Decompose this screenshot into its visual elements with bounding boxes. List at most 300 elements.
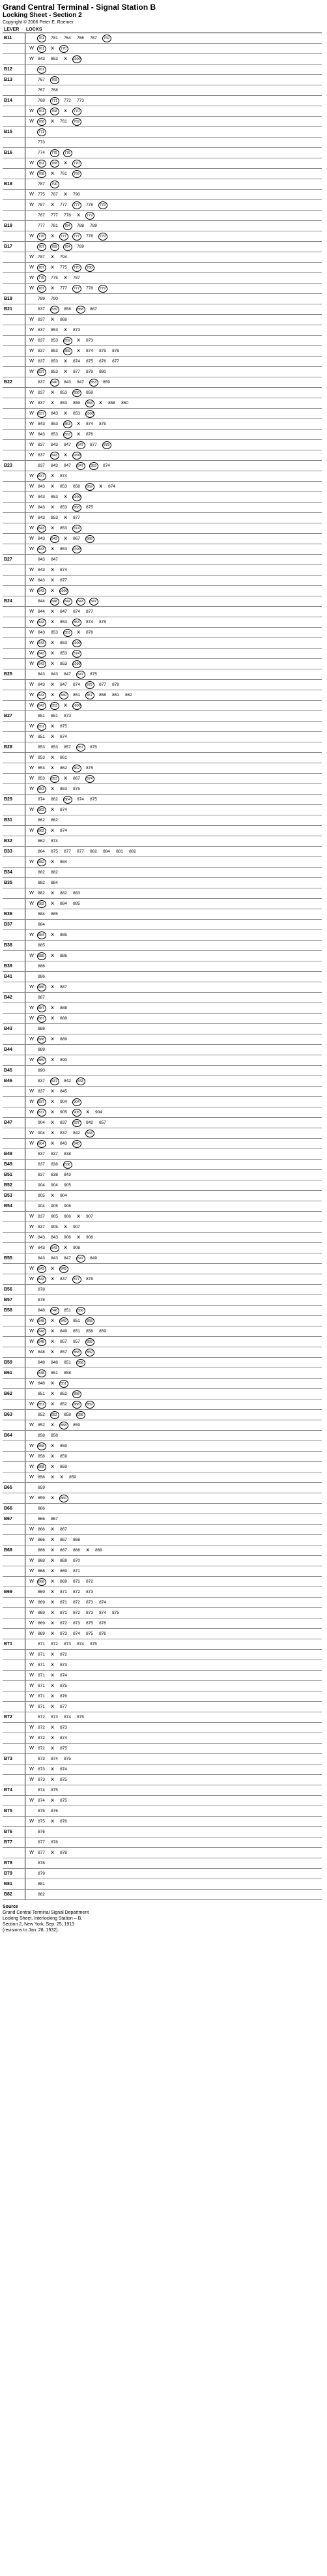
lever-cell: B44 (3, 1045, 25, 1055)
circled-lock-number: 838 (63, 1161, 72, 1169)
circled-lock-number: 843 (37, 1276, 46, 1283)
lock-number: 861 (60, 755, 67, 760)
lock-number: 851 (73, 692, 80, 697)
table-row (3, 1712, 322, 1723)
lever-cell (3, 1107, 25, 1118)
indicator-label: W (29, 1746, 34, 1751)
indicator-label: W (29, 1328, 34, 1334)
lock-number: 764 (64, 35, 71, 40)
table-row (3, 33, 322, 44)
cross-mark: X (51, 400, 54, 405)
lock-number: 872 (60, 1620, 67, 1626)
table-row (3, 1493, 322, 1504)
indicator-label: W (29, 1850, 34, 1855)
table-row (3, 1253, 322, 1264)
table-row (3, 909, 322, 920)
table-row (3, 1566, 322, 1577)
lock-number: 876 (86, 630, 93, 635)
table-row (3, 1358, 322, 1368)
table-row (3, 1087, 322, 1097)
locks-cell (25, 1295, 322, 1306)
cross-mark: X (51, 1579, 54, 1584)
circled-lock-number: 1000 (85, 410, 94, 418)
indicator-label: W (29, 1620, 34, 1626)
cross-mark: X (51, 890, 54, 896)
lever-cell: B51 (3, 1170, 25, 1180)
locks-cell (25, 711, 322, 722)
table-row (3, 1379, 322, 1389)
cross-mark: X (51, 1746, 54, 1751)
circled-lock-number: 858 (72, 389, 81, 397)
lever-cell (3, 1326, 25, 1337)
lever-cell (3, 565, 25, 576)
locks-cell (25, 690, 322, 701)
lock-number: 905 (51, 1214, 58, 1219)
cross-mark: X (77, 421, 80, 426)
circled-lock-number: 784 (63, 222, 72, 230)
lever-cell (3, 701, 25, 711)
circled-lock-number: 859 (85, 1349, 94, 1356)
cross-mark: X (51, 1328, 54, 1334)
circled-lock-number: 848 (37, 1328, 46, 1336)
table-row (3, 294, 322, 304)
table-row (3, 357, 322, 367)
table-row (3, 367, 322, 377)
cross-mark: X (51, 1850, 54, 1855)
indicator-label: W (29, 265, 34, 270)
cross-mark: X (99, 484, 102, 489)
lock-number: 837 (38, 1151, 45, 1156)
table-row (3, 1650, 322, 1660)
table-row (3, 1097, 322, 1107)
circled-lock-number: 777 (72, 201, 81, 209)
indicator-label: W (29, 1631, 34, 1636)
locks-cell (25, 106, 322, 117)
indicator-label: W (29, 1266, 34, 1271)
lever-cell (3, 1420, 25, 1431)
cross-mark: X (51, 202, 54, 207)
indicator-label: W (29, 755, 34, 760)
lever-cell: B68 (3, 1545, 25, 1556)
lock-number: 889 (38, 1047, 45, 1052)
lever-cell (3, 1535, 25, 1545)
circled-lock-number: 843 (37, 619, 46, 626)
lock-number: 876 (99, 1620, 106, 1626)
lock-number: 853 (38, 765, 45, 770)
lock-number: 876 (112, 348, 119, 353)
indicator-label: W (29, 828, 34, 833)
circled-lock-number: 777 (59, 233, 68, 241)
locks-cell (25, 85, 322, 96)
circled-lock-number: 853 (89, 462, 98, 470)
lever-cell: B35 (3, 878, 25, 888)
lock-number: 777 (60, 285, 67, 291)
lock-number: 843 (38, 671, 45, 677)
circled-lock-number: 843 (37, 650, 46, 658)
circled-lock-number: 848 (50, 598, 59, 606)
cross-mark: X (51, 1610, 54, 1615)
lock-number: 869 (60, 1568, 67, 1573)
circled-lock-number: 770 (72, 160, 81, 168)
table-row (3, 1410, 322, 1420)
table-row (3, 325, 322, 336)
indicator-label: W (29, 1130, 34, 1135)
lock-number: 851 (73, 1328, 80, 1334)
locks-cell (25, 1379, 322, 1389)
indicator-label: W (29, 703, 34, 708)
lock-number: 787 (73, 275, 80, 280)
cross-mark: X (51, 661, 54, 666)
source-line: (revisions to Jan. 28, 1932). (3, 1928, 59, 1933)
lock-number: 884 (103, 849, 110, 854)
cross-mark: X (77, 212, 80, 218)
cross-mark: X (51, 1600, 54, 1605)
circled-lock-number: 770 (72, 108, 81, 115)
lock-number: 871 (60, 1610, 67, 1615)
lever-cell (3, 1817, 25, 1827)
lock-number: 878 (38, 1297, 45, 1302)
circled-lock-number: 851 (37, 723, 46, 731)
lock-number: 875 (86, 1631, 93, 1636)
lock-number: 849 (60, 1328, 67, 1334)
table-row (3, 586, 322, 596)
table-row (3, 200, 322, 211)
locks-cell (25, 346, 322, 357)
lock-number: 860 (121, 400, 128, 405)
lock-number: 888 (60, 1005, 67, 1010)
lock-number: 876 (38, 1829, 45, 1834)
lock-number: 767 (38, 87, 45, 93)
circled-lock-number: 885 (37, 952, 46, 960)
lock-number: 885 (38, 943, 45, 948)
lock-number: 843 (38, 505, 45, 510)
lock-number: 873 (51, 1714, 58, 1720)
locks-cell (25, 1410, 322, 1420)
table-row (3, 1149, 322, 1160)
lock-number: 877 (86, 609, 93, 614)
locks-cell (25, 1097, 322, 1107)
circled-lock-number: 780 (85, 264, 94, 272)
table-row (3, 1201, 322, 1212)
lock-number: 888 (60, 1016, 67, 1021)
lever-cell: B57 (3, 1295, 25, 1306)
table-row (3, 680, 322, 690)
lock-number: 843 (51, 442, 58, 447)
cross-mark: X (77, 1235, 80, 1240)
lock-number: 873 (60, 1631, 67, 1636)
circled-lock-number: 887 (37, 1004, 46, 1012)
lever-cell (3, 1003, 25, 1014)
circled-lock-number: 877 (72, 1276, 81, 1283)
locks-cell (25, 878, 322, 888)
lock-number: 787 (51, 192, 58, 197)
indicator-label: W (29, 46, 34, 51)
lock-number: 843 (38, 494, 45, 499)
cross-mark: X (51, 505, 54, 510)
indicator-label: W (29, 1683, 34, 1688)
lock-number: 853 (51, 359, 58, 364)
circled-lock-number: 775 (50, 149, 59, 157)
table-row (3, 1222, 322, 1233)
locks-cell (25, 1733, 322, 1744)
table-row (3, 774, 322, 784)
lever-cell: B74 (3, 1785, 25, 1796)
locks-cell (25, 1160, 322, 1170)
lock-number: 878 (86, 1276, 93, 1281)
indicator-label: W (29, 108, 34, 113)
lever-cell: B11 (3, 33, 25, 44)
locks-cell (25, 638, 322, 649)
circled-lock-number: 777 (72, 285, 81, 293)
lock-number: 907 (86, 1214, 93, 1219)
indicator-label: W (29, 932, 34, 937)
lock-number: 837 (38, 338, 45, 343)
table-row (3, 805, 322, 815)
lock-number: 873 (38, 1777, 45, 1782)
lock-number: 877 (73, 515, 80, 520)
lock-number: 837 (38, 348, 45, 353)
lock-number: 852 (38, 1422, 45, 1427)
lock-number: 843 (38, 630, 45, 635)
lever-cell: B27 (3, 555, 25, 565)
cross-mark: X (51, 1005, 54, 1010)
lock-number: 869 (38, 1631, 45, 1636)
table-row (3, 1806, 322, 1817)
table-row (3, 1848, 322, 1858)
lever-cell (3, 117, 25, 127)
table-row (3, 190, 322, 200)
lever-cell (3, 1087, 25, 1097)
indicator-label: W (29, 1401, 34, 1407)
table-row (3, 628, 322, 638)
lever-cell (3, 388, 25, 398)
lock-number: 853 (51, 327, 58, 332)
lever-cell (3, 1128, 25, 1139)
lock-number: 871 (60, 1589, 67, 1594)
cross-mark: X (64, 327, 67, 332)
cross-mark: X (64, 703, 67, 708)
lever-cell (3, 273, 25, 284)
lever-cell (3, 1212, 25, 1222)
lock-number: 876 (60, 1819, 67, 1824)
lock-number: 837 (38, 379, 45, 385)
lock-number: 874 (64, 1714, 71, 1720)
lock-number: 862 (51, 797, 58, 802)
lever-cell (3, 544, 25, 555)
circled-lock-number: 857 (85, 692, 94, 699)
cross-mark: X (51, 609, 54, 614)
cross-mark: X (64, 776, 67, 781)
circled-lock-number: 851 (59, 1380, 68, 1388)
circled-lock-number: 858 (59, 1422, 68, 1429)
locks-cell (25, 221, 322, 231)
lock-number: 843 (38, 536, 45, 541)
circled-lock-number: 775 (37, 233, 46, 241)
lock-number: 874 (51, 1756, 58, 1761)
lever-cell (3, 1598, 25, 1608)
circled-lock-number: 874 (85, 775, 94, 783)
circled-lock-number: 862 (37, 806, 46, 814)
lock-number: 851 (64, 1360, 71, 1365)
cross-mark: X (51, 1349, 54, 1354)
cross-mark: X (99, 400, 102, 405)
lock-number: 878 (60, 1850, 67, 1855)
cross-mark: X (51, 390, 54, 395)
lock-number: 853 (60, 546, 67, 551)
locking-table (3, 26, 322, 1900)
source-line: Locking Sheet, Interlocking Station – B, (3, 1916, 83, 1921)
table-row (3, 638, 322, 649)
locks-cell (25, 930, 322, 941)
circled-lock-number: 787 (37, 243, 46, 251)
lock-number: 873 (38, 1766, 45, 1772)
locks-cell (25, 44, 322, 54)
circled-lock-number: 859 (85, 483, 94, 491)
lock-number: 886 (60, 953, 67, 958)
indicator-label: W (29, 369, 34, 374)
cross-mark: X (51, 1547, 54, 1553)
circled-lock-number: 843 (50, 452, 59, 460)
locks-cell (25, 732, 322, 742)
lever-cell (3, 826, 25, 836)
table-row (3, 263, 322, 273)
indicator-label: W (29, 661, 34, 666)
lock-number: 778 (86, 202, 93, 207)
locks-cell (25, 158, 322, 169)
cross-mark: X (51, 119, 54, 124)
lock-number: 884 (60, 901, 67, 906)
lock-number: 907 (73, 1224, 80, 1229)
circled-lock-number: 843 (50, 1244, 59, 1252)
indicator-label: W (29, 1089, 34, 1094)
lock-number: 843 (38, 682, 45, 687)
lever-cell (3, 649, 25, 659)
locks-cell (25, 1598, 322, 1608)
locks-cell (25, 127, 322, 138)
table-row (3, 315, 322, 325)
lever-cell (3, 1681, 25, 1691)
lever-cell (3, 138, 25, 148)
lever-cell (3, 1723, 25, 1733)
lock-number: 874 (73, 359, 80, 364)
indicator-label: W (29, 1349, 34, 1354)
cross-mark: X (51, 1391, 54, 1396)
lever-cell: B18 (3, 294, 25, 304)
locking-table-body (3, 33, 322, 1900)
locks-cell (25, 1775, 322, 1785)
lock-number: 859 (60, 1464, 67, 1469)
locks-cell (25, 1671, 322, 1681)
indicator-label: W (29, 338, 34, 343)
lock-number: 837 (38, 442, 45, 447)
cross-mark: X (51, 171, 54, 176)
lock-number: 874 (108, 484, 115, 489)
lever-cell (3, 1243, 25, 1253)
lock-number: 904 (38, 1130, 45, 1135)
circled-lock-number: 1000 (72, 493, 81, 501)
locks-cell (25, 972, 322, 982)
table-row (3, 1681, 322, 1691)
table-row (3, 1608, 322, 1618)
lock-number: 878 (38, 1860, 45, 1866)
cross-mark: X (51, 1725, 54, 1730)
locks-cell (25, 325, 322, 336)
table-row (3, 993, 322, 1003)
cross-mark: X (51, 1057, 54, 1062)
lock-number: 838 (64, 1151, 71, 1156)
locks-cell (25, 200, 322, 211)
table-row (3, 1744, 322, 1754)
cross-mark: X (77, 338, 80, 343)
lock-number: 838 (51, 1172, 58, 1177)
locks-cell (25, 722, 322, 732)
table-row (3, 284, 322, 294)
locks-cell (25, 1139, 322, 1149)
table-row (3, 273, 322, 284)
lock-number: 877 (73, 369, 80, 374)
lever-cell: B46 (3, 1076, 25, 1087)
locks-cell (25, 1744, 322, 1754)
lever-cell (3, 1274, 25, 1285)
lock-number: 864 (38, 849, 45, 854)
lock-number: 874 (60, 734, 67, 739)
lever-cell (3, 617, 25, 628)
circled-lock-number: 768 (50, 160, 59, 168)
lock-number: 905 (51, 1203, 58, 1208)
circled-lock-number: 858 (85, 1338, 94, 1346)
lever-cell (3, 982, 25, 993)
lever-cell (3, 1264, 25, 1274)
indicator-label: W (29, 421, 34, 426)
indicator-label: W (29, 901, 34, 906)
circled-lock-number: 840 (50, 379, 59, 387)
lock-number: 875 (99, 421, 106, 426)
lock-number: 777 (51, 212, 58, 218)
circled-lock-number: 777 (72, 233, 81, 241)
cross-mark: X (51, 588, 54, 593)
lock-number: 871 (38, 1683, 45, 1688)
lock-number: 858 (38, 1474, 45, 1480)
lock-number: 873 (64, 713, 71, 718)
table-row (3, 1264, 322, 1274)
lever-cell (3, 44, 25, 54)
lock-number: 837 (38, 390, 45, 395)
indicator-label: W (29, 1662, 34, 1667)
table-row (3, 1347, 322, 1358)
lever-cell (3, 1472, 25, 1483)
locks-cell (25, 1691, 322, 1702)
cross-mark: X (51, 1193, 54, 1198)
circled-lock-number: 843 (50, 535, 59, 543)
table-row (3, 1024, 322, 1034)
table-row (3, 304, 322, 315)
lock-number: 853 (60, 786, 67, 791)
lock-number: 837 (38, 327, 45, 332)
indicator-label: W (29, 1381, 34, 1386)
lock-number: 884 (51, 880, 58, 885)
lock-number: 790 (51, 296, 58, 301)
lever-cell (3, 482, 25, 492)
lock-number: 859 (73, 1422, 80, 1427)
locks-cell (25, 555, 322, 565)
locks-cell (25, 596, 322, 607)
lock-number: 862 (38, 838, 45, 843)
lever-cell (3, 315, 25, 325)
lever-cell (3, 1775, 25, 1785)
circled-lock-number: 837 (37, 410, 46, 418)
lock-number: 837 (38, 1172, 45, 1177)
lock-number: 767 (38, 77, 45, 82)
